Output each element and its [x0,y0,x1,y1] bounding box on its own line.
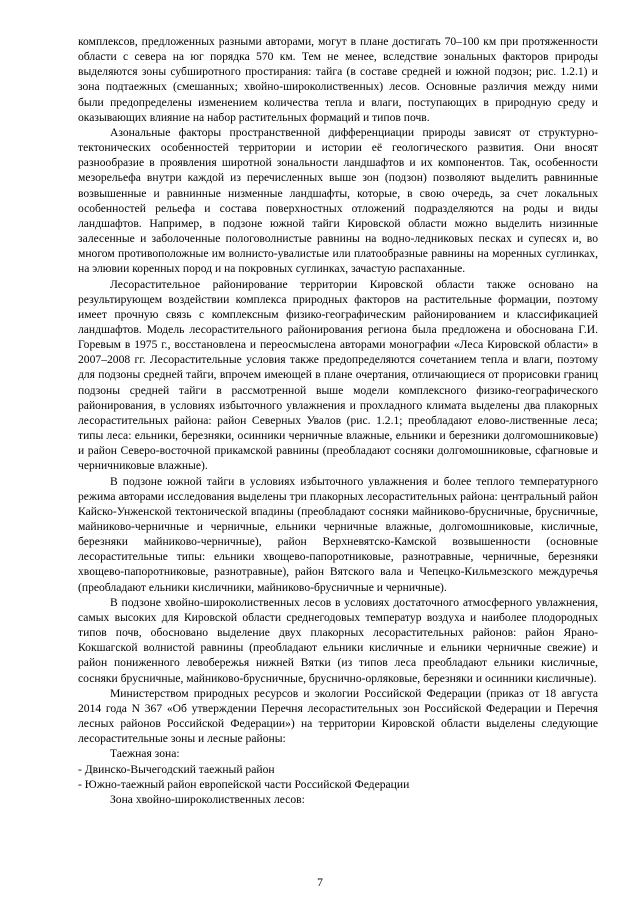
list-heading-taiga-zone: Таежная зона: [110,747,180,761]
paragraph-southern-taiga: В подзоне южной тайги в условиях избыточного увлажнения и более теплого температурного режима авторами исследования выделены три плакорных лесорастительных района: центральный район Кайско-Унженской тектонической впадины (преобладают сосняки майниково-брусничные, брусничные, майниково-черничные и черничные, ельники черничные влажные, долгомошниковые, кисличные, березняки майниково-черничные), район Верхневятско-Камской возвышенности (основные лесорастительные типы: ельники хвощево-папоротниковые, разнотравные, черничные, березняки хвощево-папоротниковые, разнотравные), район Вятского вала и Чепецко-Кильмезского междуречья (преобладают ельники кисличники, майниково-брусничные и черничные). [78,474,598,594]
paragraph-ministry-order: Министерством природных ресурсов и экологии Российской Федерации (приказ от 18 августа 2014 года N 367 «Об утверждении Перечня лесорастительных зон Российской Федерации и Перечня лесных районов Российской Федерации») на территории Кировской области выделены следующие лесорастительные зоны и лесные районы: [78,686,598,746]
paragraph-mixed-forests: В подзоне хвойно-широколиственных лесов в условиях достаточного атмосферного увлажнения, самых высоких для Кировской области среднегодовых температур воздуха и наиболее плодородных типов почв, обосновано выделение двух плакорных лесорастительных районов: район Ярано-Кокшагской волнистой равнины (преобладают ельники кисличные и ельники черничные свежие) и район пониженного левобережья нижней Вятки (из типов леса преобладают ельники кисличные, сосняки брусничные, майниково-брусничные, бруснично-орляковые, березняки и осинники кисличные). [78,595,598,685]
list-heading-mixed-forest-zone: Зона хвойно-широколиственных лесов: [110,792,305,806]
paragraph-forest-zoning: Лесорастительное районирование территории Кировской области также основано на результирующем воздействии комплекса природных факторов на растительные формации, поэтому имеет прочную связь с комплексным физико-географическим районированием и классификацией ландшафтов. Модель лесорастительного районирования региона была предложена и обоснована Г.И. Горевым в 1975 г., восстановлена и переосмыслена авторами монографии «Леса Кировской области» в 2007–2008 гг. Лесорастительные условия также предопределяются сочетанием тепла и влаги, поэтому для подзоны средней тайги, впрочем имеющей в плане очертания, отличающиеся от прорисовки границ подзоны средней тайги в рассмотренной выше модели комплексного физико-географического районирования, в условиях избыточного увлажнения и прохладного климата выделены два плакорных лесорастительных района: район Северных Увалов (рис. 1.2.1; преобладают елово-лиственные леса; типы леса: ельники, березняки, осинники черничные влажные, ельники и березники долгомошниковые) и район Северо-восточной прикамской равнины (преобладают сосняки долгомошниковые, сфагновые и черничниковые влажные). [78,277,598,473]
paragraph-continuation: комплексов, предложенных разными авторами, могут в плане достигать 70–100 км при протяженности области с севера на юг порядка 570 км. Тем не менее, вследствие зональных факторов природы выделяются зоны субширотного простирания: тайга (в составе средней и южной подзон; рис. 1.2.1) и зона подтаежных (смешанных; хвойно-широколиственных) лесов. Основные различия между ними были предопределены изменением количества тепла и влаги, поступающих в природную среду и оказывающих влияние на набор растительных формаций и типов почв. [78,35,598,124]
page-number: 7 [317,876,323,889]
paragraph-azonal-factors: Азональные факторы пространственной дифференциации природы зависят от структурно-тектонических особенностей территории и истории её геологического развития. Они вносят разнообразие в проявления широтной зональности ландшафтов и их компонентов. Так, особенности мезорельефа внутри каждой из перечисленных выше зон (подзон) позволяют выделить равнинные возвышенные и равнинные низменные ландшафты, которые, в свою очередь, за счет локальных особенностей рельефа и состава поверхностных отложений подразделяются на роды и виды ландшафтов. Например, в подзоне южной тайги Кировской области можно выделить низинные залесенные и заболоченные пологоволнистые равнины на водно-ледниковых песках и супесях и, во многом противоположные им волнисто-увалистые или платообразные равнины на моренных суглинках, на элювии коренных пород и на покровных суглинках, зачастую распаханные. [78,125,598,276]
list-item-dvina-vychegda: - Двинско-Вычегодский таежный район [78,762,275,776]
document-body [78,34,598,807]
list-item-south-taiga-european: - Южно-таежный район европейской части Российской Федерации [78,777,410,791]
